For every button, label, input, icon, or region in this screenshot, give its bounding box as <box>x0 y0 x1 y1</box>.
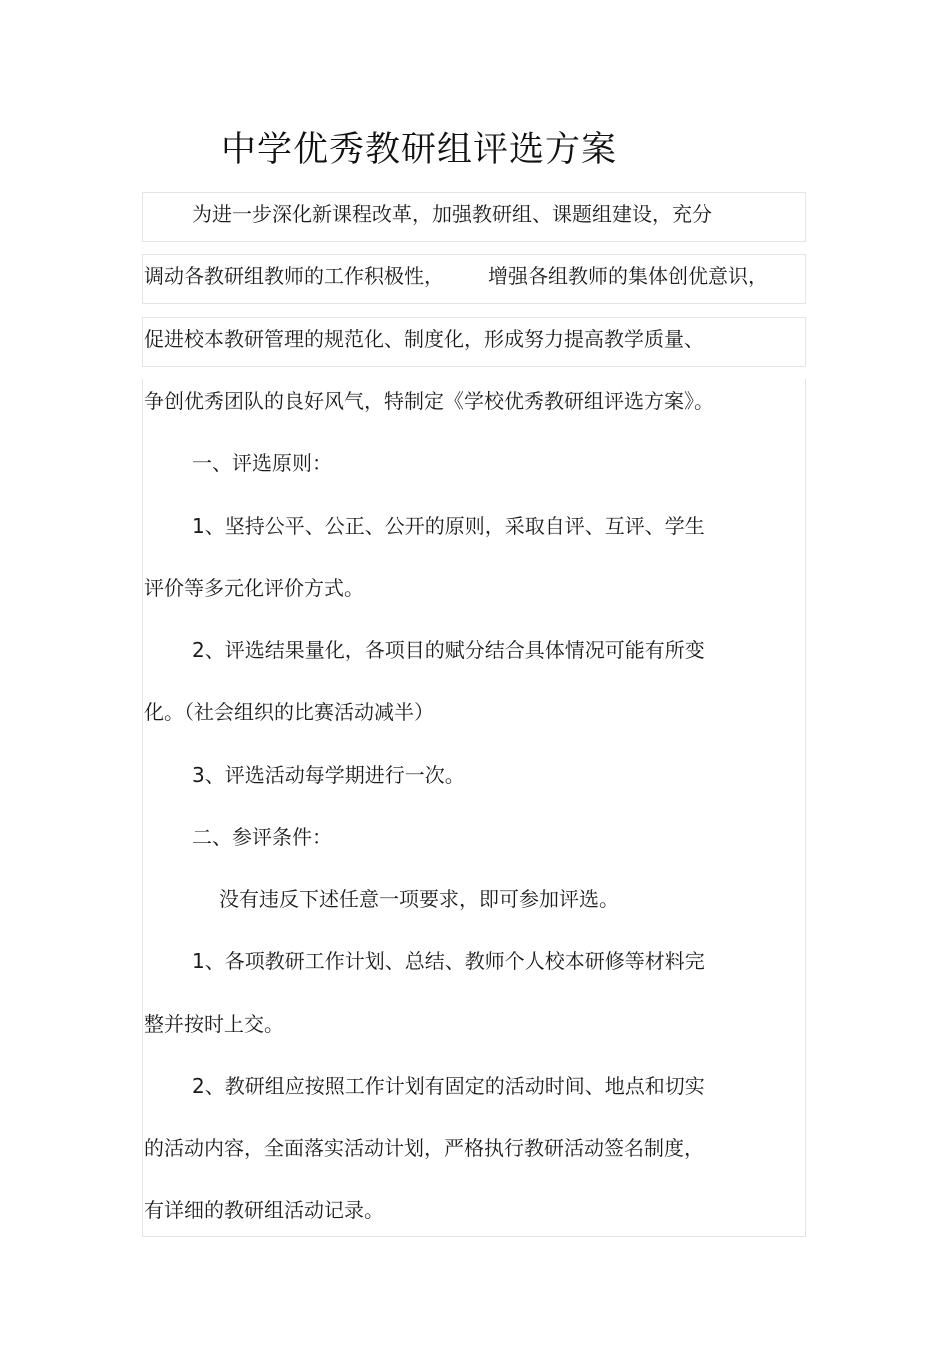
section2-item1-line1: 1、各项教研工作计划、总结、教师个人校本研修等材料完 <box>192 949 705 973</box>
section2-item2-line3: 有详细的教研组活动记录。 <box>144 1198 384 1222</box>
section1-item1-line1: 1、坚持公平、公正、公开的原则，采取自评、互评、学生 <box>192 514 705 538</box>
section2-heading: 二、参评条件： <box>192 825 332 849</box>
section1-item3: 3、评选活动每学期进行一次。 <box>192 763 465 787</box>
section1-item2-line2: 化。（社会组织的比赛活动减半） <box>144 700 434 724</box>
section2-item2-line1: 2、教研组应按照工作计划有固定的活动时间、地点和切实 <box>192 1074 705 1098</box>
intro-line-2a: 调动各教研组教师的工作积极性， <box>144 264 444 288</box>
intro-line-1: 为进一步深化新课程改革，加强教研组、课题组建设，充分 <box>192 202 712 226</box>
section1-heading: 一、评选原则： <box>192 451 332 475</box>
intro-line-3: 促进校本教研管理的规范化、制度化，形成努力提高教学质量、 <box>144 327 704 351</box>
intro-line-2b: 增强各组教师的集体创优意识， <box>488 264 768 288</box>
section2-note: 没有违反下述任意一项要求，即可参加评选。 <box>219 887 619 911</box>
section2-item2-line2: 的活动内容，全面落实活动计划，严格执行教研活动签名制度， <box>144 1136 704 1160</box>
intro-line-4: 争创优秀团队的良好风气，特制定《学校优秀教研组评选方案》。 <box>144 389 714 413</box>
section2-item1-line2: 整并按时上交。 <box>144 1012 284 1036</box>
intro-line-2 <box>144 262 768 290</box>
section1-item1-line2: 评价等多元化评价方式。 <box>144 576 364 600</box>
section1-item2-line1: 2、评选结果量化，各项目的赋分结合具体情况可能有所变 <box>192 638 705 662</box>
body-box <box>142 379 806 1237</box>
document-title: 中学优秀教研组评选方案 <box>221 130 618 170</box>
